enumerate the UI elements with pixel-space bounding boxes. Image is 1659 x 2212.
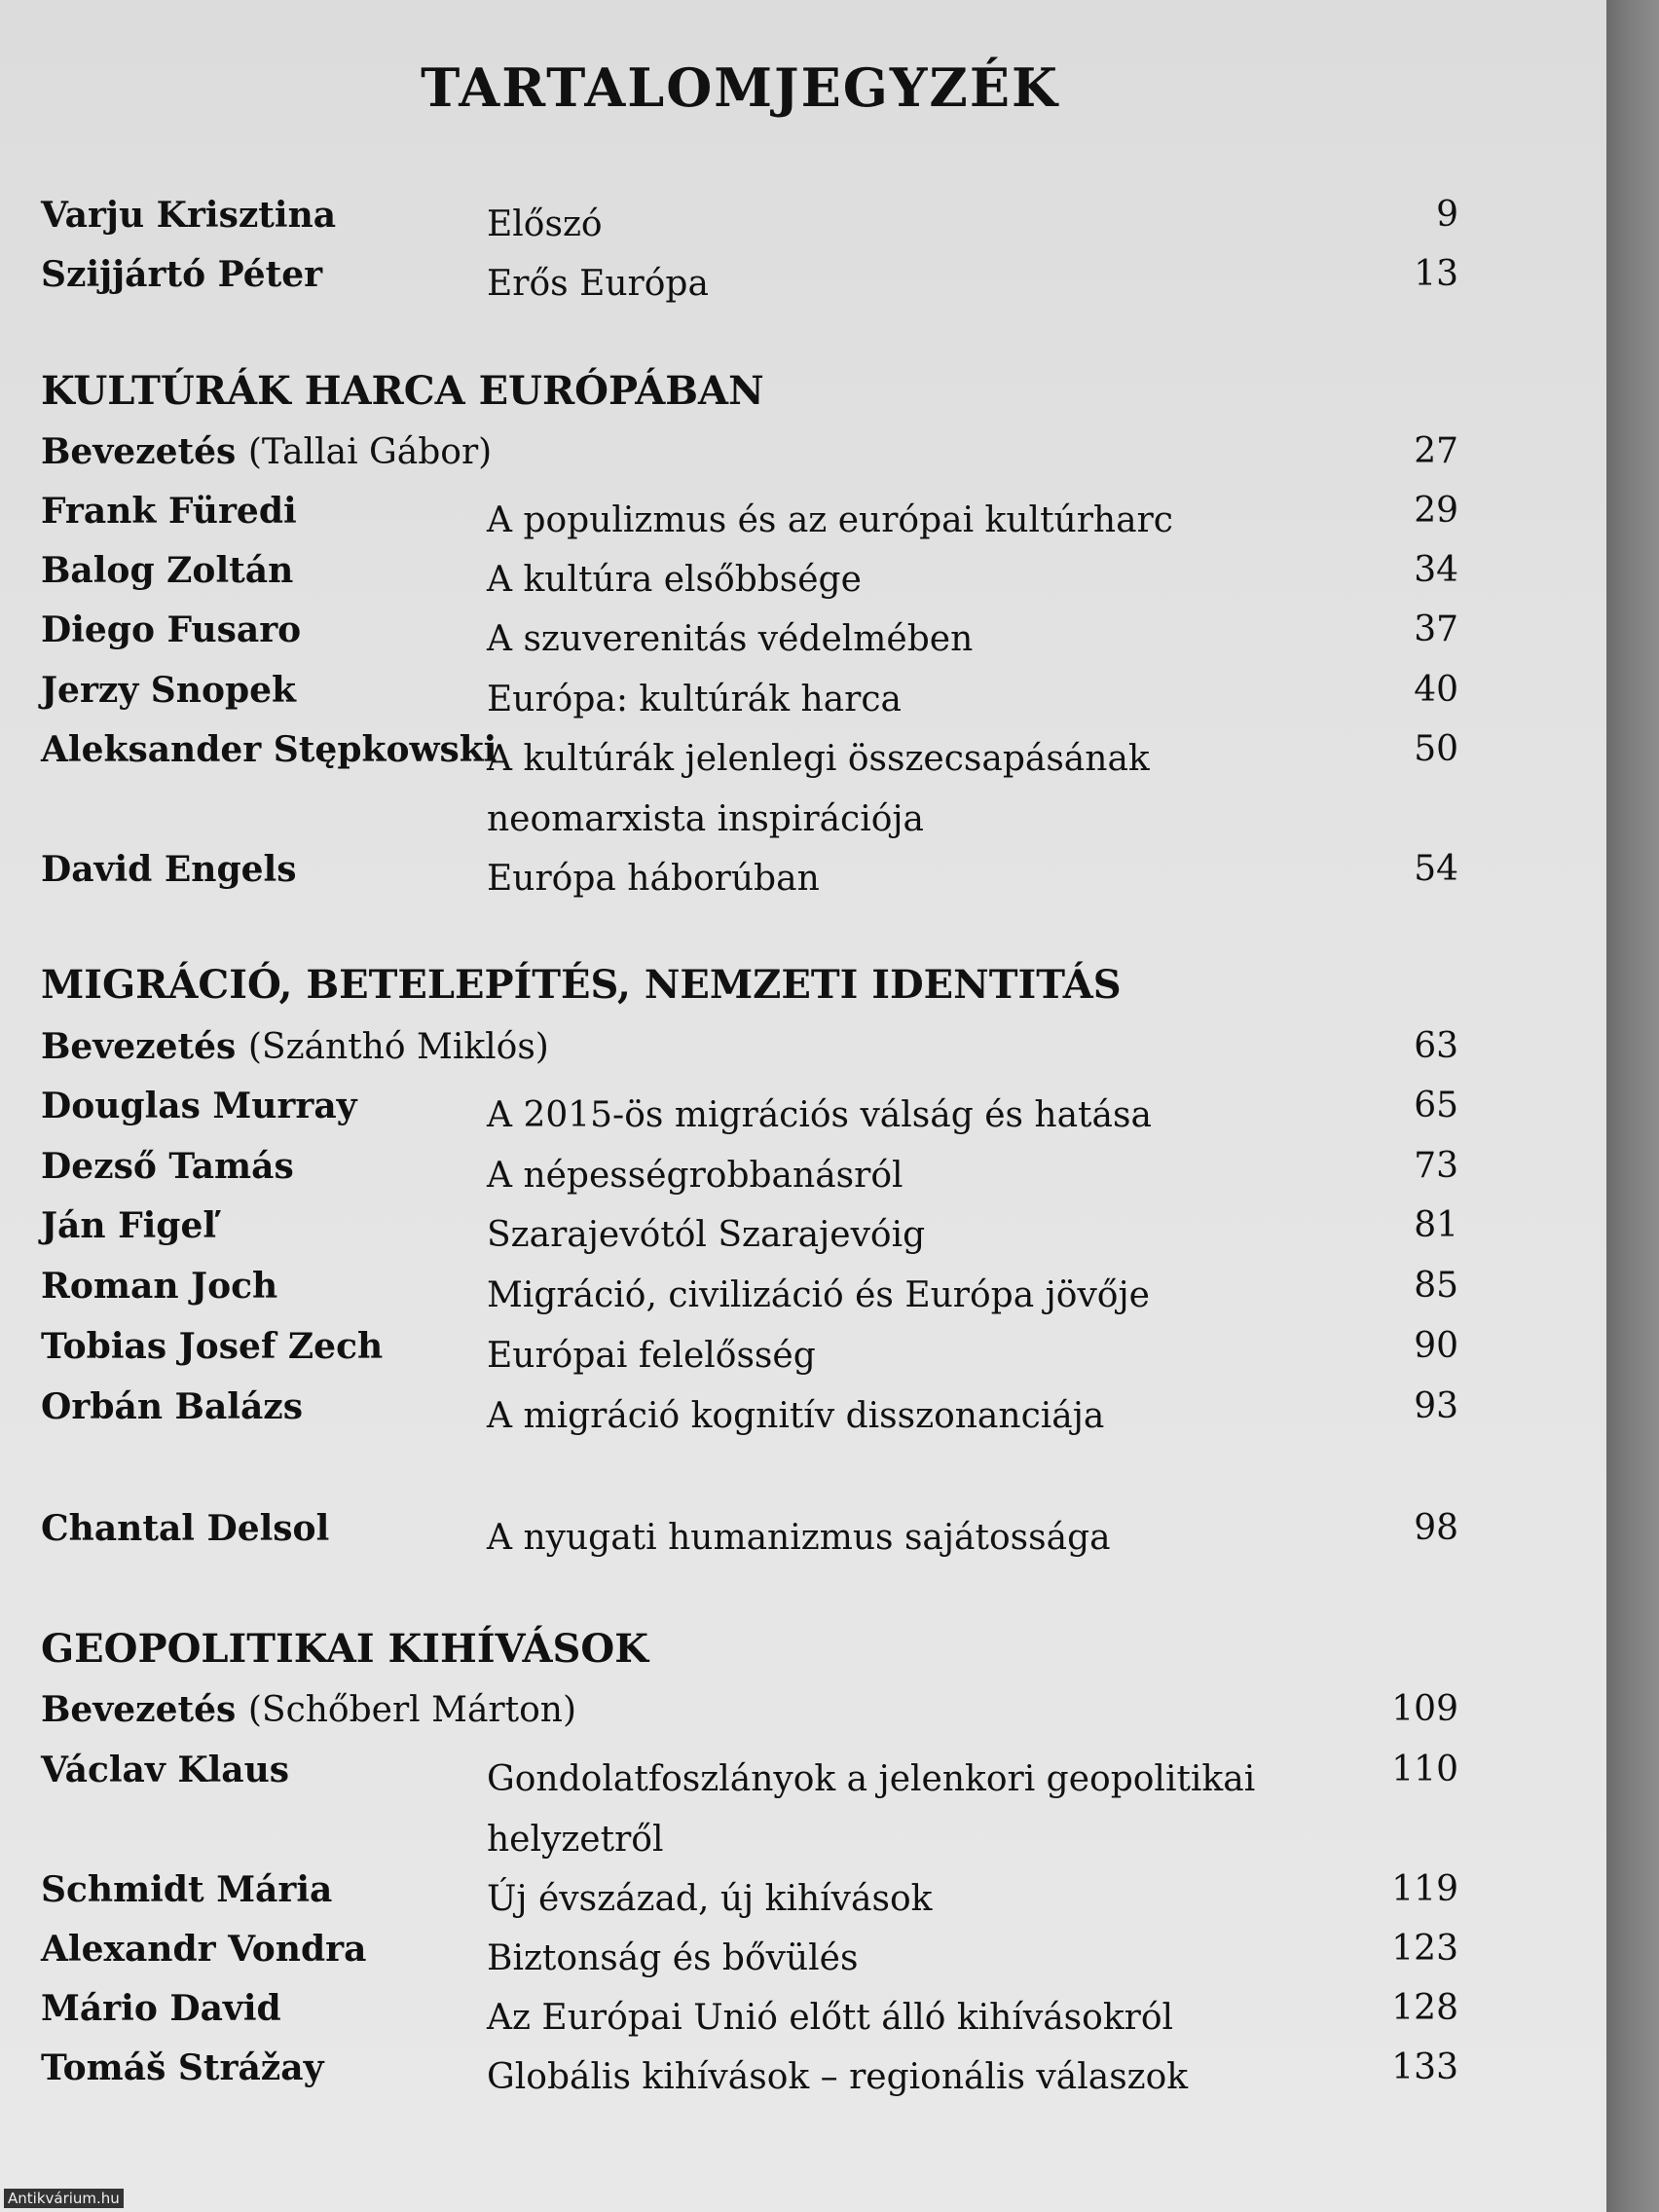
entry-title: A populizmus és az európai kultúrharc — [487, 500, 1173, 540]
entry-page: 128 — [1391, 1988, 1458, 2028]
toc-entry — [41, 1086, 1458, 1144]
toc-entry — [41, 1929, 1458, 1987]
entry-author: Varju Krisztina — [41, 195, 337, 236]
watermark: Antikvárium.hu — [4, 2189, 124, 2208]
intro-label-line — [41, 1689, 576, 1730]
entry-title: Migráció, civilizáció és Európa jövője — [487, 1275, 1150, 1315]
entry-title: A népességrobbanásról — [487, 1156, 903, 1196]
entry-title: A nyugati humanizmus sajátossága — [487, 1518, 1111, 1558]
entry-title: Az Európai Unió előtt álló kihívásokról — [487, 1998, 1174, 2038]
entry-page: 9 — [1436, 195, 1458, 235]
entry-page: 27 — [1414, 431, 1458, 471]
entry-page: 90 — [1414, 1326, 1458, 1366]
entry-page: 98 — [1414, 1508, 1458, 1548]
intro-label-line — [41, 431, 492, 472]
entry-page: 65 — [1414, 1086, 1458, 1125]
entry-page: 73 — [1414, 1146, 1458, 1186]
intro-label: Bevezetés — [41, 1026, 237, 1067]
section-heading: KULTÚRÁK HARCA EURÓPÁBAN — [41, 368, 764, 414]
entry-page: 54 — [1414, 849, 1458, 889]
entry-author: Diego Fusaro — [41, 609, 302, 650]
toc-entry — [41, 1205, 1458, 1264]
entry-title: A kultúrák jelenlegi összecsapásának neomarxista inspirációja — [487, 739, 1150, 839]
entry-title: A szuverenitás védelmében — [487, 619, 974, 659]
entry-page: 109 — [1391, 1689, 1458, 1729]
intro-editor: (Tallai Gábor) — [247, 432, 493, 472]
intro-label: Bevezetés — [41, 1689, 237, 1730]
entry-page: 29 — [1414, 491, 1458, 531]
section-intro — [41, 1026, 1458, 1085]
toc-entry — [41, 849, 1458, 907]
entry-page: 50 — [1414, 729, 1458, 769]
entry-author: Douglas Murray — [41, 1086, 357, 1126]
entry-page: 93 — [1414, 1386, 1458, 1426]
toc-entry — [41, 491, 1458, 549]
toc-entry — [41, 670, 1458, 728]
entry-page: 123 — [1391, 1929, 1458, 1969]
entry-author: Jerzy Snopek — [41, 670, 297, 711]
intro-editor: (Schőberl Márton) — [247, 1690, 577, 1730]
entry-page: 37 — [1414, 609, 1458, 649]
entry-author: Orbán Balázs — [41, 1386, 303, 1427]
section-intro — [41, 431, 1458, 490]
entry-page: 34 — [1414, 550, 1458, 590]
entry-title: Szarajevótól Szarajevóig — [487, 1215, 926, 1255]
toc-entry — [41, 254, 1458, 313]
entry-author: Frank Füredi — [41, 491, 297, 532]
toc-entry — [41, 1508, 1458, 1567]
section-heading: MIGRÁCIÓ, BETELEPÍTÉS, NEMZETI IDENTITÁS — [41, 962, 1122, 1008]
intro-label: Bevezetés — [41, 431, 237, 472]
entry-author: Szijjártó Péter — [41, 254, 323, 295]
entry-page: 40 — [1414, 670, 1458, 710]
entry-author: Balog Zoltán — [41, 550, 294, 591]
entry-author: Dezső Tamás — [41, 1146, 294, 1187]
entry-author: Tobias Josef Zech — [41, 1326, 384, 1367]
toc-entry — [41, 1869, 1458, 1928]
entry-page: 110 — [1391, 1750, 1458, 1789]
section-intro — [41, 1689, 1458, 1748]
toc-entry — [41, 1146, 1458, 1204]
entry-page: 13 — [1414, 254, 1458, 294]
entry-title: Biztonság és bővülés — [487, 1938, 859, 1978]
entry-title: Gondolatfoszlányok a jelenkori geopolitikai helyzetről — [487, 1759, 1256, 1860]
entry-author: Ján Figeľ — [41, 1205, 217, 1246]
toc-entry — [41, 550, 1458, 608]
entry-author: Schmidt Mária — [41, 1869, 333, 1910]
entry-title: Erős Európa — [487, 264, 709, 304]
toc-entry — [41, 1988, 1458, 2046]
entry-title: Előszó — [487, 204, 603, 244]
page-title: TARTALOMJEGYZÉK — [421, 56, 1059, 119]
entry-page: 81 — [1414, 1205, 1458, 1245]
entry-title: Európa: kultúrák harca — [487, 680, 903, 719]
toc-entry — [41, 2047, 1458, 2106]
toc-entry — [41, 195, 1458, 253]
intro-editor: (Szánthó Miklós) — [247, 1027, 549, 1067]
entry-author: David Engels — [41, 849, 297, 890]
entry-author: Mário David — [41, 1988, 281, 2029]
entry-title: Globális kihívások – regionális válaszok — [487, 2057, 1189, 2097]
entry-title: Európa háborúban — [487, 859, 820, 899]
entry-title: A 2015-ös migrációs válság és hatása — [487, 1095, 1152, 1135]
entry-author: Václav Klaus — [41, 1750, 290, 1790]
entry-title: A migráció kognitív disszonanciája — [487, 1396, 1105, 1436]
toc-entry — [41, 609, 1458, 668]
toc-entry — [41, 1266, 1458, 1324]
entry-page: 85 — [1414, 1266, 1458, 1306]
toc-entry — [41, 1386, 1458, 1445]
toc-entry — [41, 1326, 1458, 1384]
entry-author: Tomáš Strážay — [41, 2047, 324, 2088]
intro-label-line — [41, 1026, 549, 1067]
entry-page: 119 — [1391, 1869, 1458, 1909]
section-heading: GEOPOLITIKAI KIHÍVÁSOK — [41, 1626, 648, 1672]
entry-title: A kultúra elsőbbsége — [487, 560, 862, 600]
toc-entry — [41, 729, 1458, 848]
entry-author: Chantal Delsol — [41, 1508, 330, 1549]
toc-entry — [41, 1750, 1458, 1868]
page-edge-shadow — [1606, 0, 1659, 2212]
entry-author: Alexandr Vondra — [41, 1929, 367, 1970]
entry-author: Roman Joch — [41, 1266, 278, 1307]
entry-title: Új évszázad, új kihívások — [487, 1879, 933, 1919]
entry-page: 133 — [1391, 2047, 1458, 2087]
entry-author: Aleksander Stępkowski — [41, 729, 498, 770]
entry-title: Európai felelősség — [487, 1336, 816, 1376]
entry-page: 63 — [1414, 1026, 1458, 1066]
